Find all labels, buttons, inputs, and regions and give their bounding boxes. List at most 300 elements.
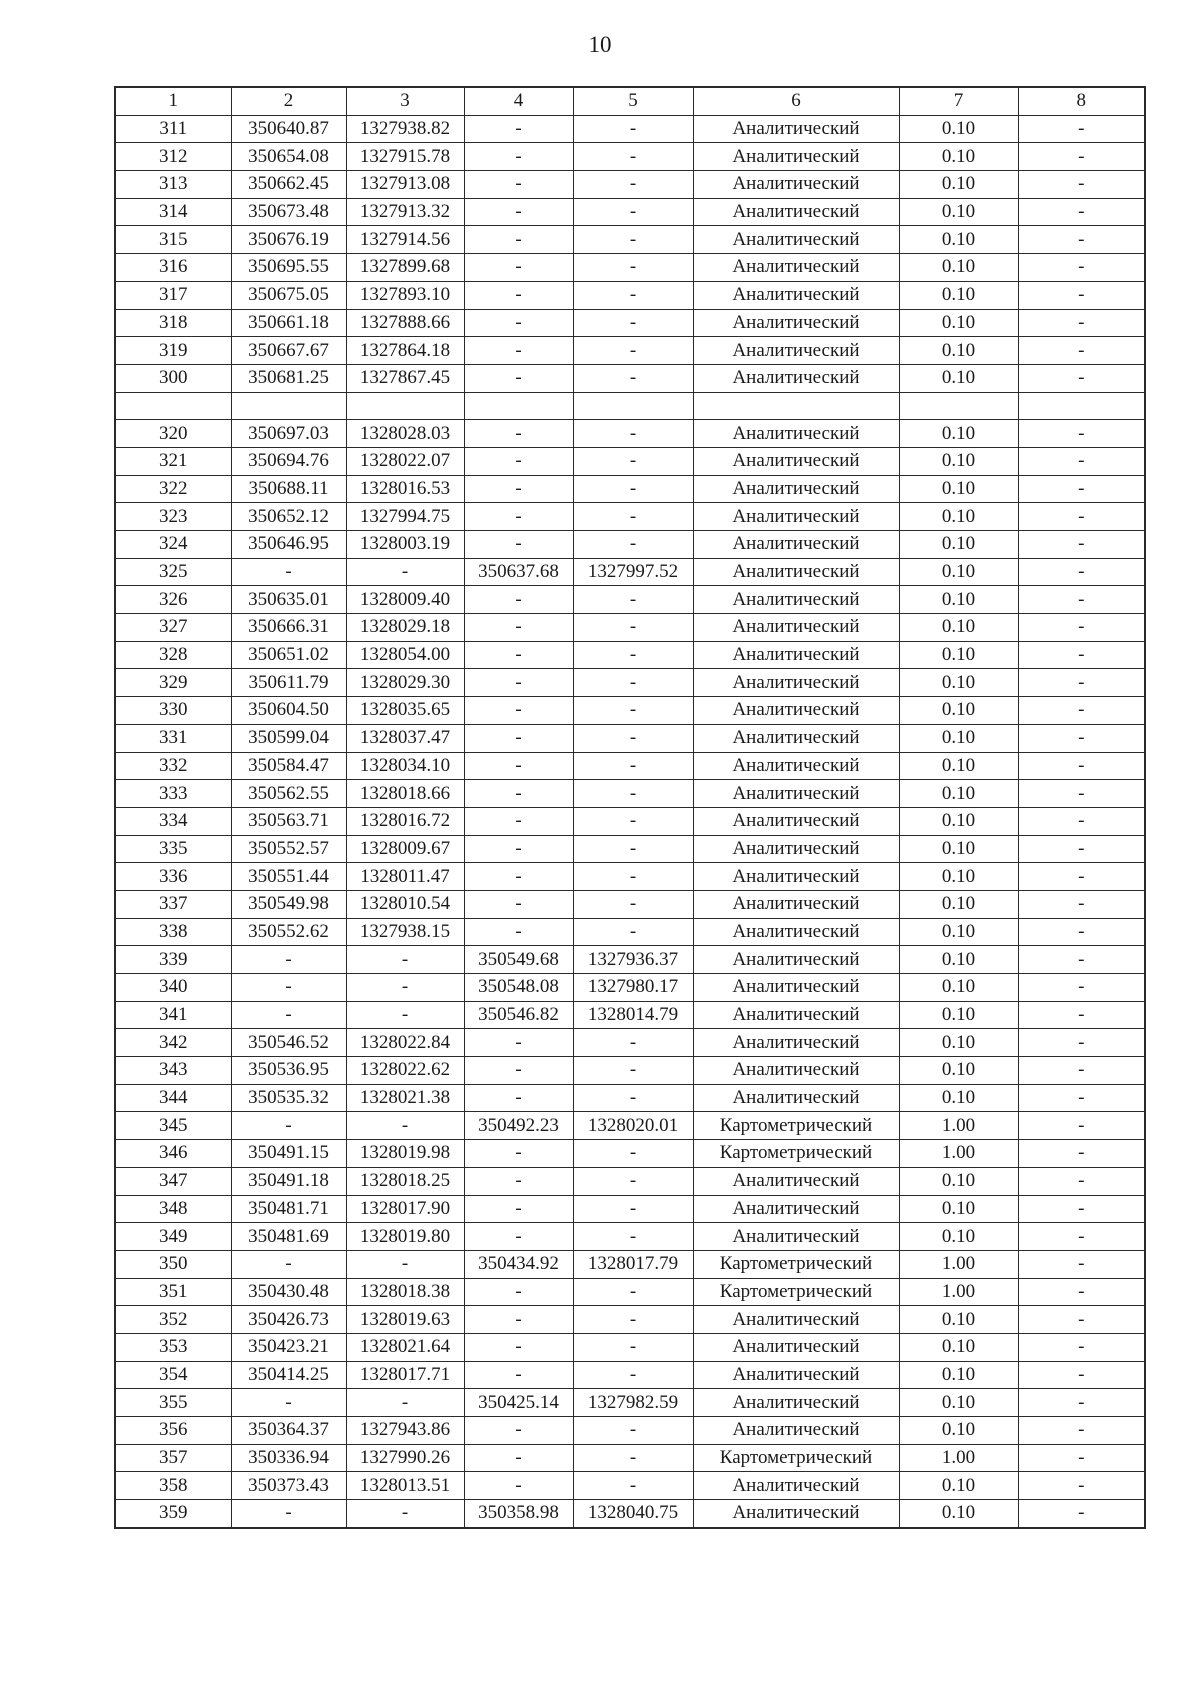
table-cell: 350552.57 — [231, 835, 346, 863]
table-cell: - — [573, 752, 693, 780]
table-cell: 1328017.71 — [346, 1361, 464, 1389]
table-cell: - — [573, 1140, 693, 1168]
table-row — [115, 171, 1145, 199]
table-cell: - — [573, 1417, 693, 1445]
table-cell: - — [231, 1250, 346, 1278]
table-cell: Аналитический — [693, 475, 899, 503]
table-row — [115, 1500, 1145, 1528]
table-cell: Аналитический — [693, 531, 899, 559]
table-cell: Картометрический — [693, 1278, 899, 1306]
table-cell: Аналитический — [693, 586, 899, 614]
table-cell: 350373.43 — [231, 1472, 346, 1500]
table-cell: 350695.55 — [231, 254, 346, 282]
table-cell: 1327867.45 — [346, 364, 464, 392]
table-cell: 350646.95 — [231, 531, 346, 559]
table-cell: Аналитический — [693, 669, 899, 697]
table-cell: 313 — [115, 171, 231, 199]
table-cell: 350549.68 — [464, 946, 573, 974]
table-cell: Картометрический — [693, 1112, 899, 1140]
table-cell: 333 — [115, 780, 231, 808]
table-cell: 0.10 — [899, 946, 1018, 974]
table-cell: Аналитический — [693, 226, 899, 254]
table-row — [115, 752, 1145, 780]
table-cell: 358 — [115, 1472, 231, 1500]
table-cell: 1328016.53 — [346, 475, 464, 503]
table-row — [115, 1029, 1145, 1057]
table-cell: Аналитический — [693, 1333, 899, 1361]
table-cell: - — [464, 226, 573, 254]
table-cell: - — [1018, 558, 1145, 586]
table-cell: 1328018.66 — [346, 780, 464, 808]
table-cell: - — [573, 447, 693, 475]
table-header-row — [115, 87, 1145, 115]
table-cell: 1328017.79 — [573, 1250, 693, 1278]
table-cell: - — [231, 974, 346, 1002]
table-cell: 314 — [115, 198, 231, 226]
table-cell: 0.10 — [899, 614, 1018, 642]
page-number: 10 — [588, 32, 612, 57]
table-cell: Аналитический — [693, 1472, 899, 1500]
table-cell: 350661.18 — [231, 309, 346, 337]
table-cell: 1327980.17 — [573, 974, 693, 1002]
table-cell: 0.10 — [899, 586, 1018, 614]
table-cell: 1328019.80 — [346, 1223, 464, 1251]
table-cell: Аналитический — [693, 918, 899, 946]
table-cell: 355 — [115, 1389, 231, 1417]
table-cell: 344 — [115, 1084, 231, 1112]
table-cell: 0.10 — [899, 641, 1018, 669]
table-cell: 329 — [115, 669, 231, 697]
table-row — [115, 115, 1145, 143]
table-cell: - — [1018, 807, 1145, 835]
table-cell: 0.10 — [899, 1306, 1018, 1334]
table-cell: - — [1018, 835, 1145, 863]
table-cell: - — [573, 780, 693, 808]
table-cell: 312 — [115, 143, 231, 171]
table-cell: 350414.25 — [231, 1361, 346, 1389]
table-cell: 350640.87 — [231, 115, 346, 143]
table-cell: - — [346, 974, 464, 1002]
table-cell: - — [1018, 1223, 1145, 1251]
table-cell: 352 — [115, 1306, 231, 1334]
table-cell: 0.10 — [899, 974, 1018, 1002]
column-header: 1 — [115, 87, 231, 115]
table-row — [115, 1250, 1145, 1278]
table-cell: - — [464, 1140, 573, 1168]
table-cell: 1328011.47 — [346, 863, 464, 891]
table-row — [115, 309, 1145, 337]
table-cell: 332 — [115, 752, 231, 780]
table-row — [115, 724, 1145, 752]
table-cell: - — [1018, 1057, 1145, 1085]
table-cell: 350546.52 — [231, 1029, 346, 1057]
table-cell: 350694.76 — [231, 447, 346, 475]
table-cell: 1327888.66 — [346, 309, 464, 337]
table-cell: Аналитический — [693, 1084, 899, 1112]
table-cell: 0.10 — [899, 475, 1018, 503]
table-cell: 0.10 — [899, 531, 1018, 559]
table-cell: 0.10 — [899, 918, 1018, 946]
table-cell: - — [346, 1250, 464, 1278]
table-cell: 350364.37 — [231, 1417, 346, 1445]
table-cell: - — [573, 1472, 693, 1500]
table-cell: - — [1018, 1140, 1145, 1168]
table-cell: - — [1018, 669, 1145, 697]
table-row — [115, 558, 1145, 586]
table-cell: 350548.08 — [464, 974, 573, 1002]
table-cell: - — [464, 1084, 573, 1112]
table-cell: 0.10 — [899, 724, 1018, 752]
table-cell: - — [464, 198, 573, 226]
table-cell: 350546.82 — [464, 1001, 573, 1029]
table-cell: 0.10 — [899, 1223, 1018, 1251]
table-row — [115, 1195, 1145, 1223]
table-cell: - — [464, 669, 573, 697]
table-row — [115, 1140, 1145, 1168]
table-cell: 325 — [115, 558, 231, 586]
table-cell: - — [573, 115, 693, 143]
table-cell: 350688.11 — [231, 475, 346, 503]
table-cell: - — [231, 1112, 346, 1140]
table-cell: 1327938.82 — [346, 115, 464, 143]
table-cell: - — [1018, 1306, 1145, 1334]
table-cell: 1327913.08 — [346, 171, 464, 199]
table-cell: - — [573, 281, 693, 309]
table-cell: 1328022.07 — [346, 447, 464, 475]
table-row — [115, 1057, 1145, 1085]
table-cell: 1328022.84 — [346, 1029, 464, 1057]
table-cell: 1328029.18 — [346, 614, 464, 642]
table-cell: 320 — [115, 420, 231, 448]
table-cell: 334 — [115, 807, 231, 835]
table-cell: - — [573, 1444, 693, 1472]
table-cell: 1327913.32 — [346, 198, 464, 226]
column-header: 4 — [464, 87, 573, 115]
column-header: 6 — [693, 87, 899, 115]
table-cell: 1328018.25 — [346, 1167, 464, 1195]
table-cell: 350425.14 — [464, 1389, 573, 1417]
table-cell: - — [573, 1223, 693, 1251]
table-cell: 1327994.75 — [346, 503, 464, 531]
table-cell: 356 — [115, 1417, 231, 1445]
table-cell: 0.10 — [899, 835, 1018, 863]
table-cell: 1328014.79 — [573, 1001, 693, 1029]
table-cell: 300 — [115, 364, 231, 392]
table-cell: - — [464, 697, 573, 725]
table-row — [115, 1389, 1145, 1417]
table-cell: - — [1018, 1472, 1145, 1500]
table-row — [115, 1417, 1145, 1445]
column-header: 8 — [1018, 87, 1145, 115]
table-cell: 1328009.40 — [346, 586, 464, 614]
table-cell — [115, 392, 231, 420]
table-cell: - — [1018, 752, 1145, 780]
table-cell: Аналитический — [693, 1029, 899, 1057]
table-cell: - — [573, 1195, 693, 1223]
table-cell: 340 — [115, 974, 231, 1002]
table-cell: Аналитический — [693, 143, 899, 171]
table-row — [115, 1223, 1145, 1251]
table-cell: 1328020.01 — [573, 1112, 693, 1140]
table-cell: - — [464, 475, 573, 503]
table-cell: 350676.19 — [231, 226, 346, 254]
table-cell: - — [464, 1223, 573, 1251]
table-cell: Аналитический — [693, 1389, 899, 1417]
table-row — [115, 1472, 1145, 1500]
table-cell: 0.10 — [899, 1001, 1018, 1029]
table-row — [115, 1278, 1145, 1306]
table-cell: - — [573, 143, 693, 171]
table-cell: 0.10 — [899, 337, 1018, 365]
table-cell: - — [1018, 890, 1145, 918]
table-row — [115, 420, 1145, 448]
table-cell: - — [573, 614, 693, 642]
table-cell: - — [464, 447, 573, 475]
table-row — [115, 586, 1145, 614]
table-cell: 359 — [115, 1500, 231, 1528]
table-cell: 318 — [115, 309, 231, 337]
table-cell: 1327943.86 — [346, 1417, 464, 1445]
table-cell: - — [573, 226, 693, 254]
table-cell: 1328016.72 — [346, 807, 464, 835]
table-cell: 1328010.54 — [346, 890, 464, 918]
table-row — [115, 337, 1145, 365]
table-row — [115, 1167, 1145, 1195]
table-cell: 0.10 — [899, 226, 1018, 254]
table-cell: Аналитический — [693, 364, 899, 392]
table-cell: - — [1018, 1167, 1145, 1195]
table-cell: 343 — [115, 1057, 231, 1085]
table-cell: - — [464, 281, 573, 309]
table-cell: - — [1018, 863, 1145, 891]
table-cell: Аналитический — [693, 281, 899, 309]
table-cell: 348 — [115, 1195, 231, 1223]
table-cell: 0.10 — [899, 1195, 1018, 1223]
table-cell: 350336.94 — [231, 1444, 346, 1472]
table-cell: - — [464, 1057, 573, 1085]
table-cell: Аналитический — [693, 1500, 899, 1528]
table-cell: 0.10 — [899, 1333, 1018, 1361]
table-row — [115, 641, 1145, 669]
table-cell: Аналитический — [693, 420, 899, 448]
table-cell: Аналитический — [693, 697, 899, 725]
table-cell: - — [1018, 780, 1145, 808]
table-cell: 350492.23 — [464, 1112, 573, 1140]
table-cell: - — [573, 641, 693, 669]
table-cell: 350599.04 — [231, 724, 346, 752]
column-header: 3 — [346, 87, 464, 115]
table-cell: - — [573, 1306, 693, 1334]
table-row — [115, 863, 1145, 891]
table-cell: - — [231, 946, 346, 974]
table-cell: 327 — [115, 614, 231, 642]
table-cell: - — [1018, 1500, 1145, 1528]
table-cell: Аналитический — [693, 171, 899, 199]
table-cell: 1327864.18 — [346, 337, 464, 365]
table-cell: 350666.31 — [231, 614, 346, 642]
table-cell: - — [573, 171, 693, 199]
table-cell: 0.10 — [899, 1057, 1018, 1085]
table-cell: - — [1018, 503, 1145, 531]
table-cell: - — [1018, 974, 1145, 1002]
table-cell: 316 — [115, 254, 231, 282]
table-cell: 1327899.68 — [346, 254, 464, 282]
table-cell: 0.10 — [899, 1029, 1018, 1057]
table-cell: - — [1018, 1417, 1145, 1445]
table-cell: - — [573, 503, 693, 531]
table-cell: 0.10 — [899, 780, 1018, 808]
table-cell: 0.10 — [899, 863, 1018, 891]
table-cell: 0.10 — [899, 1361, 1018, 1389]
table-cell: Аналитический — [693, 447, 899, 475]
table-cell: 350652.12 — [231, 503, 346, 531]
table-cell: Аналитический — [693, 558, 899, 586]
table-row — [115, 1306, 1145, 1334]
table-row — [115, 1361, 1145, 1389]
table-cell — [1018, 392, 1145, 420]
table-cell: 350611.79 — [231, 669, 346, 697]
table-cell: - — [573, 1333, 693, 1361]
table-cell: Картометрический — [693, 1250, 899, 1278]
table-cell: 1328022.62 — [346, 1057, 464, 1085]
table-cell: 0.10 — [899, 669, 1018, 697]
table-cell: Аналитический — [693, 1306, 899, 1334]
table-cell: - — [1018, 614, 1145, 642]
table-cell: 1328019.98 — [346, 1140, 464, 1168]
coordinates-table — [114, 86, 1146, 1529]
table-cell: 1328018.38 — [346, 1278, 464, 1306]
table-row — [115, 1333, 1145, 1361]
table-cell: 328 — [115, 641, 231, 669]
table-cell: 1328019.63 — [346, 1306, 464, 1334]
table-cell: - — [464, 143, 573, 171]
table-cell: - — [346, 1500, 464, 1528]
table-cell: 350491.18 — [231, 1167, 346, 1195]
table-cell: - — [573, 337, 693, 365]
table-cell: - — [464, 1029, 573, 1057]
table-cell: 346 — [115, 1140, 231, 1168]
table-cell: Аналитический — [693, 614, 899, 642]
table-cell: 0.10 — [899, 364, 1018, 392]
table-cell: 1327982.59 — [573, 1389, 693, 1417]
table-cell: 341 — [115, 1001, 231, 1029]
table-cell: 349 — [115, 1223, 231, 1251]
table-cell: 331 — [115, 724, 231, 752]
table-cell: 0.10 — [899, 420, 1018, 448]
table-cell: - — [464, 835, 573, 863]
table-cell: 350667.67 — [231, 337, 346, 365]
table-row — [115, 1112, 1145, 1140]
table-row — [115, 1001, 1145, 1029]
table-row — [115, 697, 1145, 725]
table-cell: Аналитический — [693, 198, 899, 226]
table-cell: 350434.92 — [464, 1250, 573, 1278]
table-cell: - — [231, 1389, 346, 1417]
table-cell: Аналитический — [693, 1361, 899, 1389]
table-cell: 0.10 — [899, 447, 1018, 475]
table-cell: 1328009.67 — [346, 835, 464, 863]
table-cell: 1327914.56 — [346, 226, 464, 254]
table-cell: 350675.05 — [231, 281, 346, 309]
table-cell: - — [346, 1112, 464, 1140]
table-cell: 350549.98 — [231, 890, 346, 918]
table-cell: - — [464, 115, 573, 143]
table-cell: 0.10 — [899, 558, 1018, 586]
table-cell: 350430.48 — [231, 1278, 346, 1306]
table-cell: Аналитический — [693, 974, 899, 1002]
table-cell: 1.00 — [899, 1140, 1018, 1168]
table-cell: - — [464, 1333, 573, 1361]
table-cell: 322 — [115, 475, 231, 503]
table-cell: - — [464, 364, 573, 392]
column-header: 2 — [231, 87, 346, 115]
table-row — [115, 143, 1145, 171]
table-cell: - — [1018, 1333, 1145, 1361]
table-cell — [693, 392, 899, 420]
table-cell: 1327997.52 — [573, 558, 693, 586]
table-cell: - — [464, 863, 573, 891]
table-cell: - — [1018, 918, 1145, 946]
table-cell: 1328003.19 — [346, 531, 464, 559]
table-cell: 0.10 — [899, 1500, 1018, 1528]
table-cell: 321 — [115, 447, 231, 475]
table-cell: 324 — [115, 531, 231, 559]
table-cell: 0.10 — [899, 309, 1018, 337]
table-cell: - — [1018, 198, 1145, 226]
table-cell: Аналитический — [693, 115, 899, 143]
table-cell: - — [464, 752, 573, 780]
table-cell: - — [573, 835, 693, 863]
table-cell: Аналитический — [693, 1167, 899, 1195]
table-cell: - — [346, 946, 464, 974]
table-row — [115, 1084, 1145, 1112]
table-cell: - — [573, 475, 693, 503]
table-cell: - — [573, 1084, 693, 1112]
table-cell: 319 — [115, 337, 231, 365]
table-cell: - — [573, 1029, 693, 1057]
table-cell: - — [573, 863, 693, 891]
table-cell: - — [464, 1195, 573, 1223]
table-cell: 350426.73 — [231, 1306, 346, 1334]
table-cell: - — [1018, 1389, 1145, 1417]
table-cell: 1.00 — [899, 1250, 1018, 1278]
table-cell: - — [573, 364, 693, 392]
table-cell: Аналитический — [693, 780, 899, 808]
table-row — [115, 614, 1145, 642]
table-row — [115, 918, 1145, 946]
table-cell: 350562.55 — [231, 780, 346, 808]
table-cell: - — [464, 254, 573, 282]
table-cell: 1327938.15 — [346, 918, 464, 946]
table-cell: - — [464, 1361, 573, 1389]
table-cell: Аналитический — [693, 1057, 899, 1085]
table-cell: - — [1018, 1361, 1145, 1389]
table-cell: 347 — [115, 1167, 231, 1195]
column-header: 5 — [573, 87, 693, 115]
table-cell: Аналитический — [693, 946, 899, 974]
table-cell: Аналитический — [693, 1195, 899, 1223]
table-cell: - — [1018, 254, 1145, 282]
table-cell: - — [1018, 171, 1145, 199]
table-cell: 350673.48 — [231, 198, 346, 226]
table-cell: 315 — [115, 226, 231, 254]
table-row — [115, 364, 1145, 392]
table-cell: - — [1018, 1001, 1145, 1029]
table-cell: 0.10 — [899, 1472, 1018, 1500]
table-cell: - — [464, 503, 573, 531]
table-cell: - — [573, 1167, 693, 1195]
table-cell: - — [1018, 641, 1145, 669]
